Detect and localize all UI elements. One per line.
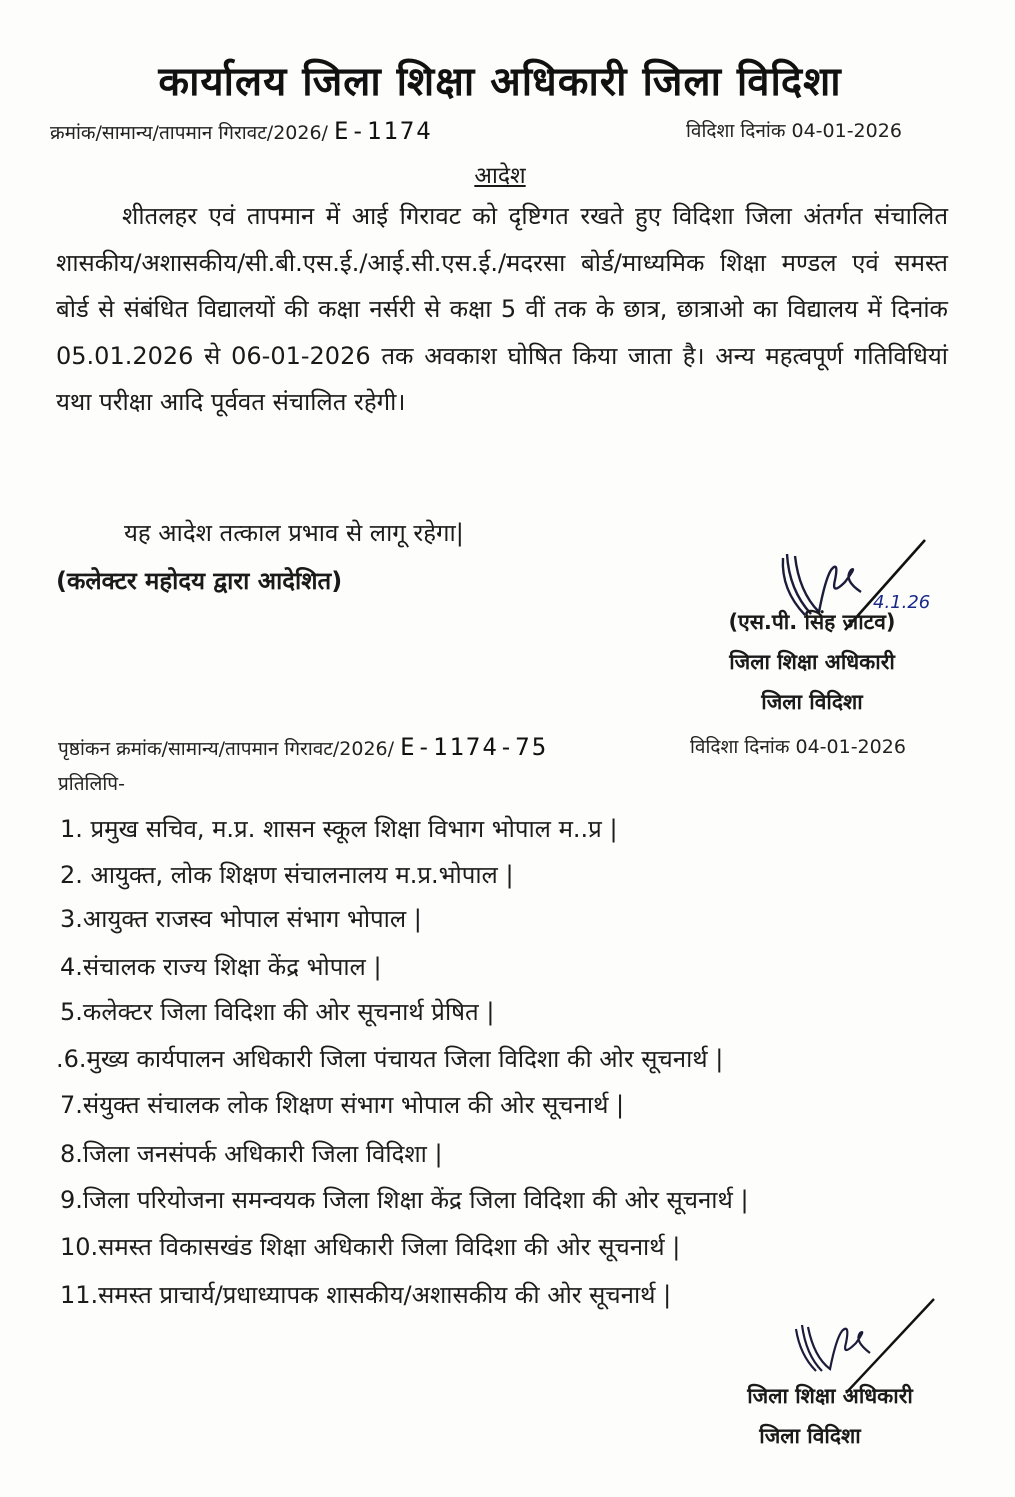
recipient-item: 5.कलेक्टर जिला विदिशा की ओर सूचनार्थ प्रेषित | bbox=[60, 998, 495, 1026]
recipient-item: 10.समस्त विकासखंड शिक्षा अधिकारी जिला विदिशा की ओर सूचनार्थ | bbox=[60, 1233, 681, 1261]
endorsement-signatory-district: जिला विदिशा bbox=[759, 1424, 861, 1448]
recipient-item: 8.जिला जनसंपर्क अधिकारी जिला विदिशा | bbox=[60, 1140, 443, 1168]
order-ref-prefix: क्रमांक/सामान्य/तापमान गिरावट/2026/ bbox=[50, 122, 328, 144]
recipient-item: 3.आयुक्त राजस्व भोपाल संभाग भोपाल | bbox=[60, 905, 422, 933]
recipient-item: 9.जिला परियोजना समन्वयक जिला शिक्षा केंद्र जिला विदिशा की ओर सूचनार्थ | bbox=[60, 1186, 749, 1214]
endorsement-signatory-designation: जिला शिक्षा अधिकारी bbox=[747, 1384, 913, 1408]
recipient-item: .6.मुख्य कार्यपालन अधिकारी जिला पंचायत जिला विदिशा की ओर सूचनार्थ | bbox=[56, 1045, 724, 1073]
order-heading: आदेश bbox=[474, 163, 526, 189]
recipient-item: 2. आयुक्त, लोक शिक्षण संचालनालय म.प्र.भोपाल | bbox=[60, 861, 514, 889]
recipient-item: 11.समस्त प्राचार्य/प्रधाध्यापक शासकीय/अशासकीय की ओर सूचनार्थ | bbox=[60, 1281, 672, 1309]
order-body-text: शीतलहर एवं तापमान में आई गिरावट को दृष्टिगत रखते हुए विदिशा जिला अंतर्गत संचालित शासकीय/अशासकीय/सी.बी.एस.ई./आई.सी.एस.ई./मदरसा बोर्ड/माध्यमिक शिक्षा मण्डल एवं समस्त बोर्ड से संबंधित विद्यालयों की कक्षा नर्सरी से कक्षा 5 वीं तक के छात्र, छात्राओ का विद्यालय में दिनांक 05.01.2026 से 06-01-2026 तक अवकाश घोषित किया जाता है। अन्य महत्वपूर्ण गतिविधियां यथा परीक्षा आदि पूर्ववत संचालित रहेगी। bbox=[56, 202, 948, 416]
recipient-item: 7.संयुक्त संचालक लोक शिक्षण संभाग भोपाल की ओर सूचनार्थ | bbox=[60, 1091, 625, 1119]
endorsement-reference bbox=[58, 733, 548, 761]
order-reference bbox=[50, 117, 433, 145]
signature-icon bbox=[786, 1295, 946, 1395]
signatory-name: (एस.पी. सिंह जाटव) bbox=[728, 610, 896, 634]
authority-line: (कलेक्टर महोदय द्वारा आदेशित) bbox=[56, 567, 343, 595]
recipient-item: 4.संचालक राज्य शिक्षा केंद्र भोपाल | bbox=[60, 953, 382, 981]
order-body bbox=[56, 193, 948, 426]
signatory-designation: जिला शिक्षा अधिकारी bbox=[729, 650, 895, 674]
order-place-date: विदिशा दिनांक 04-01-2026 bbox=[686, 120, 902, 142]
effect-line: यह आदेश तत्काल प्रभाव से लागू रहेगा| bbox=[124, 519, 464, 547]
endorsement-ref-number: E-1174-75 bbox=[400, 733, 549, 761]
signatory-district: जिला विदिशा bbox=[761, 690, 863, 714]
order-ref-number: E-1174 bbox=[334, 117, 433, 145]
endorsement-ref-prefix: पृष्ठांकन क्रमांक/सामान्य/तापमान गिरावट/2026/ bbox=[58, 738, 395, 760]
office-title: कार्यालय जिला शिक्षा अधिकारी जिला विदिशा bbox=[158, 59, 842, 105]
recipient-item: 1. प्रमुख सचिव, म.प्र. शासन स्कूल शिक्षा विभाग भोपाल म..प्र | bbox=[60, 815, 618, 843]
signature-date: 4.1.26 bbox=[873, 592, 931, 613]
copy-to-label: प्रतिलिपि- bbox=[58, 773, 125, 795]
endorsement-place-date: विदिशा दिनांक 04-01-2026 bbox=[690, 736, 906, 758]
